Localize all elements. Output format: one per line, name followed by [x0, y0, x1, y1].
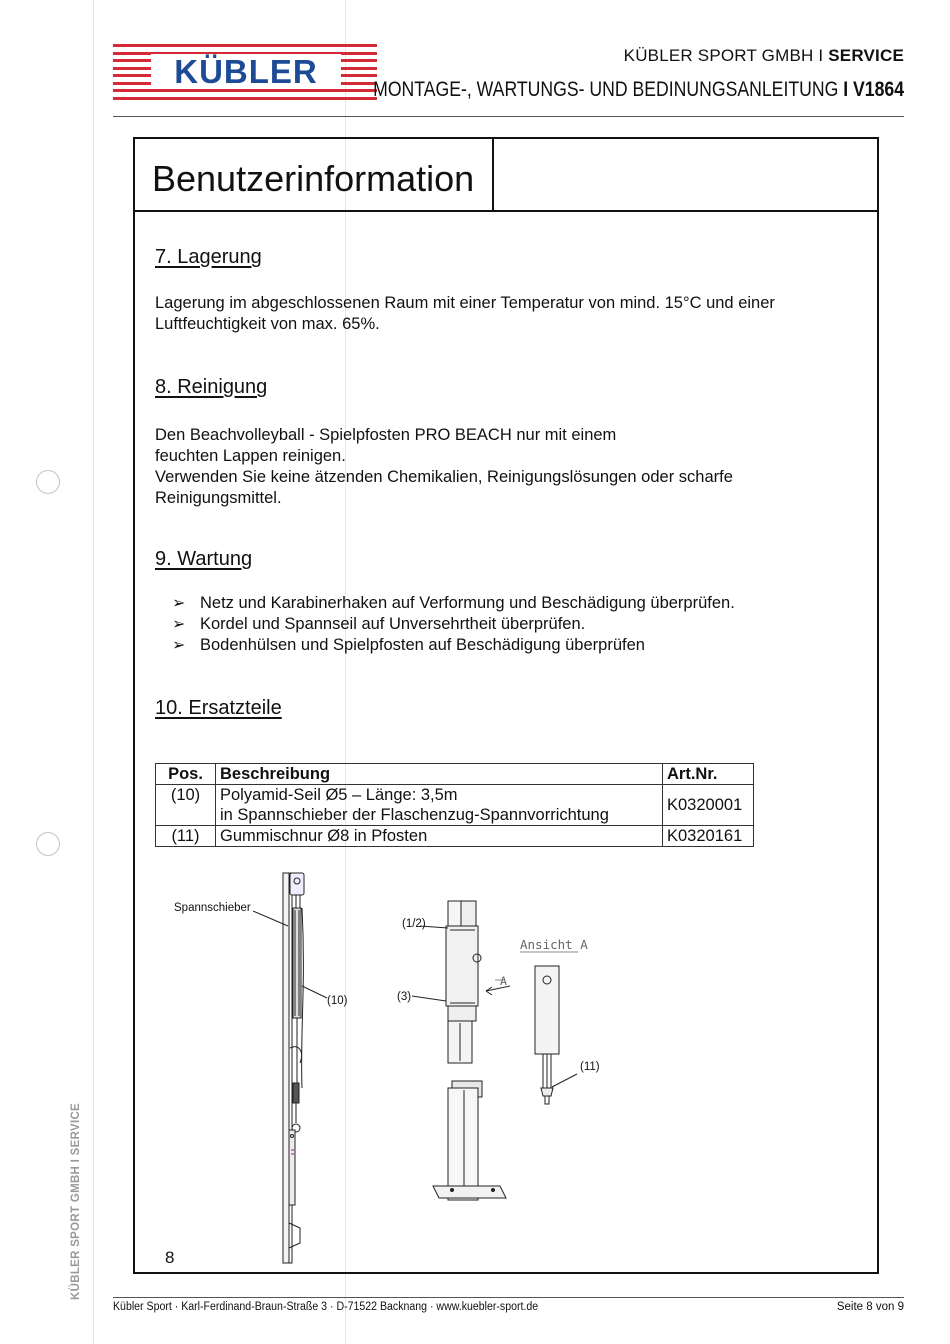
footer-page: Seite 8 von 9 — [836, 1301, 904, 1313]
header-doc-title: MONTAGE-, WARTUNGS- UND BEDINUNGSANLEITUNG I V1864 — [373, 78, 904, 101]
heading-reinigung: 8. Reinigung — [155, 376, 268, 398]
arrow-bullet-icon: ➢ — [172, 637, 186, 654]
leader-line — [552, 1074, 577, 1087]
table-header-row — [156, 764, 754, 785]
leader-line — [412, 996, 446, 1001]
post-assembly — [433, 901, 506, 1200]
cell-pos: (10) — [156, 785, 216, 826]
list-item: ➢ Bodenhülsen und Spielpfosten auf Beschädigung überprüfen — [172, 636, 645, 654]
title-row — [135, 139, 877, 212]
header-rule — [113, 116, 904, 117]
col-desc: Beschreibung — [216, 764, 663, 785]
punch-hole — [36, 832, 60, 856]
section-title: Benutzerinformation — [152, 158, 475, 199]
tensioner-assembly — [283, 873, 304, 1263]
cell-pos: (11) — [156, 826, 216, 847]
heading-lagerung: 7. Lagerung — [155, 246, 262, 268]
col-pos: Pos. — [156, 764, 216, 785]
list-item: ➢ Kordel und Spannseil auf Unversehrtheit überprüfen. — [172, 615, 586, 633]
header-company: KÜBLER SPORT GMBH I SERVICE — [623, 46, 904, 65]
title-divider — [492, 139, 494, 210]
label-ansicht-a: Ansicht A — [520, 937, 588, 952]
label-a: A — [500, 974, 507, 988]
col-art: Art.Nr. — [663, 764, 754, 785]
footer-rule — [113, 1297, 904, 1298]
heading-ersatzteile: 10. Ersatzteile — [155, 697, 282, 719]
text-reinigung: Den Beachvolleyball - Spielpfosten PRO BEACH nur mit einem feuchten Lappen reinigen. Verwenden Sie keine ätzenden Chemikalien, Reinigungslösungen oder scharfe Reinigungsmittel. — [155, 426, 733, 507]
text-lagerung: Lagerung im abgeschlossenen Raum mit einer Temperatur von mind. 15°C und einer Luftfeuchtigkeit von max. 65%. — [155, 294, 775, 333]
label-pos-1-2: (1/2) — [402, 918, 426, 930]
cell-art: K0320001 — [663, 785, 754, 826]
technical-drawing — [150, 868, 630, 1268]
footer-address: Kübler Sport · Karl-Ferdinand-Braun-Straße 3 · D-71522 Backnang · www.kuebler-sport.de — [113, 1301, 539, 1313]
wartung-list — [172, 593, 735, 656]
logo-brand: KÜBLER — [174, 52, 318, 90]
side-label: KÜBLER SPORT GMBH I SERVICE — [70, 1102, 82, 1300]
view-a-assembly — [535, 966, 559, 1104]
page-number: 8 — [165, 1248, 175, 1267]
punch-hole — [36, 470, 60, 494]
heading-wartung: 9. Wartung — [155, 548, 253, 570]
margin-guide — [93, 0, 94, 1344]
parts-table — [155, 763, 754, 847]
arrow-bullet-icon: ➢ — [172, 595, 186, 612]
label-pos-10: (10) — [327, 995, 348, 1007]
label-pos-11: (11) — [580, 1061, 600, 1073]
arrow-bullet-icon: ➢ — [172, 616, 186, 633]
table-row — [156, 826, 754, 847]
kubler-logo — [113, 44, 377, 100]
leader-line — [302, 986, 327, 998]
list-item: ➢ Netz und Karabinerhaken auf Verformung und Beschädigung überprüfen. — [172, 594, 735, 612]
label-pos-3: (3) — [397, 991, 412, 1003]
cell-art: K0320161 — [663, 826, 754, 847]
cell-desc: Gummischnur Ø8 in Pfosten — [216, 826, 663, 847]
table-row — [156, 785, 754, 826]
arrow-a-head — [486, 987, 492, 995]
label-spannschieber: Spannschieber — [174, 902, 251, 914]
cell-desc: Polyamid-Seil Ø5 – Länge: 3,5m in Spannschieber der Flaschenzug-Spannvorrichtung — [216, 785, 663, 826]
